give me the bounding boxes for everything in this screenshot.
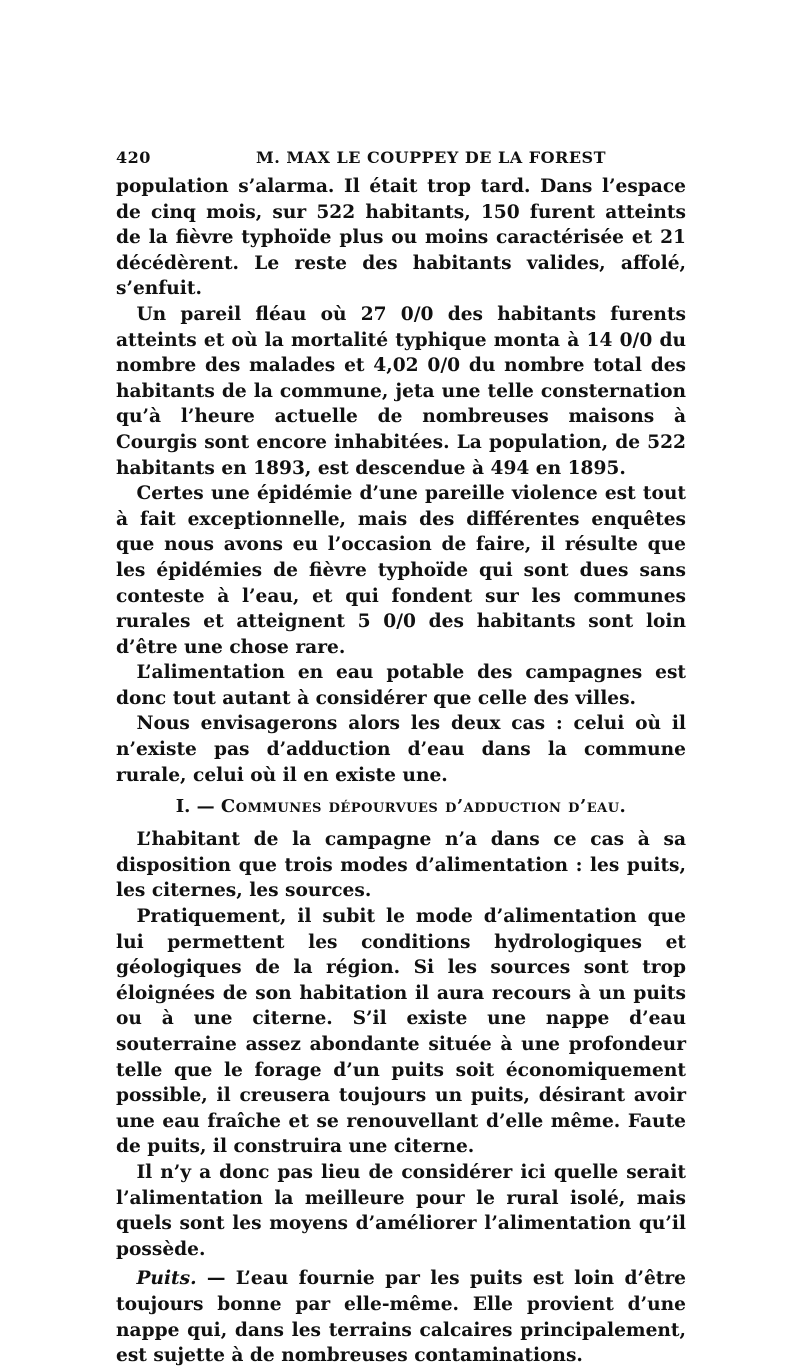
paragraph-4: L’alimentation en eau potable des campagnes est donc tout autant à considérer que celle des villes.	[116, 662, 686, 709]
paragraph-9	[116, 1266, 686, 1368]
paragraph-9-text: — L’eau fournie par les puits est loin d’être toujours bonne par elle-même. Elle provient d’une nappe qui, dans les terrains calcaires principalement, est sujette à de nombreuses contaminations.	[116, 1268, 686, 1367]
section-number: I. —	[175, 796, 215, 818]
paragraph-7: Pratiquement, il subit le mode d’alimentation que lui permettent les conditions hydrologiques et géologiques de la région. Si les sources sont trop éloignées de son habitation il aura recours à un puits ou à une citerne. S’il existe une nappe d’eau souterraine assez abondante située à une profondeur telle que le forage d’un puits soit économiquement possible, il creusera toujours un puits, désirant avoir une eau fraîche et se renouvellant d’elle même. Faute de puits, il construira une citerne.	[116, 906, 686, 1158]
page-header	[116, 148, 686, 174]
paragraph-9-lead: Puits.	[136, 1268, 197, 1290]
body-text	[116, 174, 686, 1369]
running-title: M. MAX LE COUPPEY DE LA FOREST	[256, 148, 606, 167]
paragraph-1: population s’alarma. Il était trop tard. Dans l’espace de cinq mois, sur 522 habitants, 150 furent atteints de la fièvre typhoïde plus ou moins caractérisée et 21 décédèrent. Le reste des habitants valides, affolé, s’enfuit.	[116, 176, 686, 300]
section-heading	[116, 794, 686, 819]
paragraph-5: Nous envisagerons alors les deux cas : celui où il n’existe pas d’adduction d’eau dans la commune rurale, celui où il en existe une.	[116, 713, 686, 786]
paragraph-2: Un pareil fléau où 27 0/0 des habitants furents atteints et où la mortalité typhique monta à 14 0/0 du nombre des malades et 4,02 0/0 du nombre total des habitants de la commune, jeta une telle consternation qu’à l’heure actuelle de nombreuses maisons à Courgis sont encore inhabitées. La population, de 522 habitants en 1893, est descendue à 494 en 1895.	[116, 303, 686, 479]
paragraph-6: L’habitant de la campagne n’a dans ce cas à sa disposition que trois modes d’alimentation : les puits, les citernes, les sources.	[116, 829, 686, 902]
paragraph-3: Certes une épidémie d’une pareille violence est tout à fait exceptionnelle, mais des différentes enquêtes que nous avons eu l’occasion de faire, il résulte que les épidémies de fièvre typhoïde qui sont dues sans conteste à l’eau, et qui fondent sur les communes rurales et atteignent 5 0/0 des habitants sont loin d’être une chose rare.	[116, 483, 686, 658]
book-page	[116, 148, 686, 1369]
page-number: 420	[116, 148, 151, 167]
paragraph-8: Il n’y a donc pas lieu de considérer ici quelle serait l’alimentation la meilleure pour le rural isolé, mais quels sont les moyens d’améliorer l’alimentation qu’il possède.	[116, 1161, 686, 1260]
section-title: Communes dépourvues d’adduction d’eau.	[220, 796, 627, 818]
